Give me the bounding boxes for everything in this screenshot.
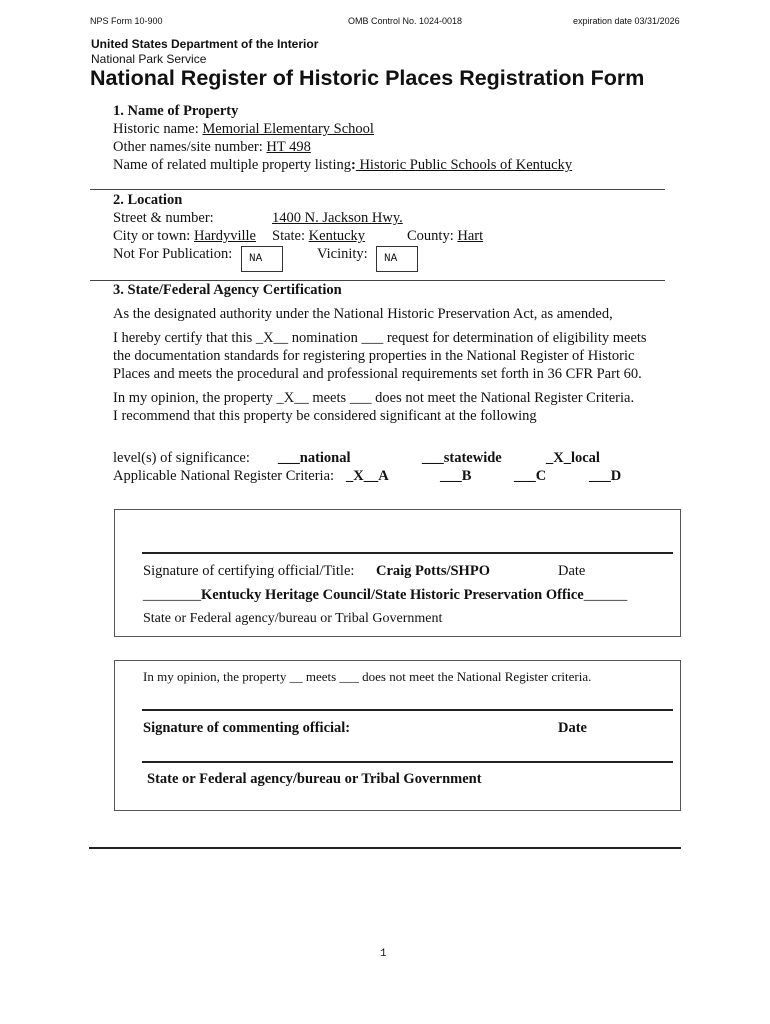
criteria-b[interactable]: ___B xyxy=(440,468,472,484)
county-field xyxy=(407,228,483,245)
state-field xyxy=(272,228,365,245)
page-title: National Register of Historic Places Registration Form xyxy=(90,66,645,90)
commenting-signature-label: Signature of commenting official: xyxy=(143,720,351,736)
other-names-label: Other names/site number: xyxy=(113,139,267,155)
certifying-agency-prefix: ________ xyxy=(143,587,201,603)
commenting-date-label: Date xyxy=(558,720,587,736)
section-divider-2 xyxy=(90,280,665,281)
city-value: Hardyville xyxy=(193,228,256,244)
historic-name-label: Historic name: xyxy=(113,121,203,137)
level-national[interactable]: ___national xyxy=(278,450,351,466)
certify-line-1: I hereby certify that this _X__ nomination ___ request for determination of eligibility meets xyxy=(113,330,647,346)
footer-rule xyxy=(89,847,681,849)
department-name: United States Department of the Interior xyxy=(91,37,319,51)
opinion-line-2: I recommend that this property be considered significant at the following xyxy=(113,408,537,424)
multiple-property-colon: : xyxy=(350,157,356,173)
section-divider-1 xyxy=(90,189,665,190)
certifying-signature-label: Signature of certifying official/Title: xyxy=(143,563,355,579)
service-name: National Park Service xyxy=(91,52,207,66)
state-label: State: xyxy=(272,228,309,244)
not-for-publication-label: Not For Publication: xyxy=(113,246,233,262)
not-for-publication-field[interactable] xyxy=(241,246,283,272)
city-label: City or town: xyxy=(113,228,194,244)
form-number: NPS Form 10-900 xyxy=(90,16,163,26)
section-3-heading: 3. State/Federal Agency Certification xyxy=(113,282,342,298)
city-state-county-row xyxy=(113,228,256,245)
other-names-value: HT 498 xyxy=(266,139,311,155)
commenting-signature-line[interactable] xyxy=(142,709,673,711)
criteria-d[interactable]: ___D xyxy=(589,468,622,484)
commenting-opinion: In my opinion, the property __ meets ___ does not meet the National Register criteria. xyxy=(143,669,592,684)
certification-intro: As the designated authority under the National Historic Preservation Act, as amended, xyxy=(113,306,613,322)
commenting-agency-line[interactable] xyxy=(142,761,673,763)
levels-label: level(s) of significance: xyxy=(113,450,250,466)
certifying-date-label: Date xyxy=(558,563,586,579)
certifying-signature-line[interactable] xyxy=(142,552,673,554)
section-1-heading: 1. Name of Property xyxy=(113,103,239,119)
level-statewide[interactable]: ___statewide xyxy=(422,450,502,466)
multiple-property-value: Historic Public Schools of Kentucky xyxy=(355,157,573,173)
other-names-row xyxy=(113,139,311,156)
state-value: Kentucky xyxy=(308,228,366,244)
certifying-official-name: Craig Potts/SHPO xyxy=(376,563,490,579)
page-number: 1 xyxy=(380,948,387,960)
opinion-line-1: In my opinion, the property _X__ meets ___ does not meet the National Register Criteria. xyxy=(113,390,635,406)
certifying-agency-name: Kentucky Heritage Council/State Historic Preservation Office xyxy=(201,587,584,603)
street-label: Street & number: xyxy=(113,210,214,226)
certify-line-2: the documentation standards for registering properties in the National Register of Historic xyxy=(113,348,635,364)
county-label: County: xyxy=(407,228,458,244)
omb-control-number: OMB Control No. 1024-0018 xyxy=(348,16,463,26)
certifying-agency-suffix: ______ xyxy=(583,587,628,603)
vicinity-field[interactable] xyxy=(376,246,418,272)
expiration-date: expiration date 03/31/2026 xyxy=(573,16,680,26)
level-local[interactable]: _X_local xyxy=(546,450,600,466)
commenting-agency-caption: State or Federal agency/bureau or Tribal Government xyxy=(147,771,482,787)
section-2-heading: 2. Location xyxy=(113,192,183,208)
street-value: 1400 N. Jackson Hwy. xyxy=(272,210,403,226)
historic-name-value: Memorial Elementary School xyxy=(202,121,374,137)
county-value: Hart xyxy=(457,228,484,244)
vicinity-value: NA xyxy=(384,253,398,265)
criteria-c[interactable]: ___C xyxy=(514,468,547,484)
multiple-property-row xyxy=(113,157,572,174)
criteria-a[interactable]: _X__A xyxy=(346,468,389,484)
certifying-agency-row xyxy=(143,587,627,604)
historic-name-row xyxy=(113,121,374,138)
certify-line-3: Places and meets the procedural and professional requirements set forth in 36 CFR Part 60. xyxy=(113,366,642,382)
vicinity-label: Vicinity: xyxy=(317,246,368,262)
criteria-label: Applicable National Register Criteria: xyxy=(113,468,335,484)
certifying-agency-caption: State or Federal agency/bureau or Tribal Government xyxy=(143,611,443,626)
multiple-property-label: Name of related multiple property listing xyxy=(113,157,351,173)
not-for-publication-value: NA xyxy=(249,253,263,265)
